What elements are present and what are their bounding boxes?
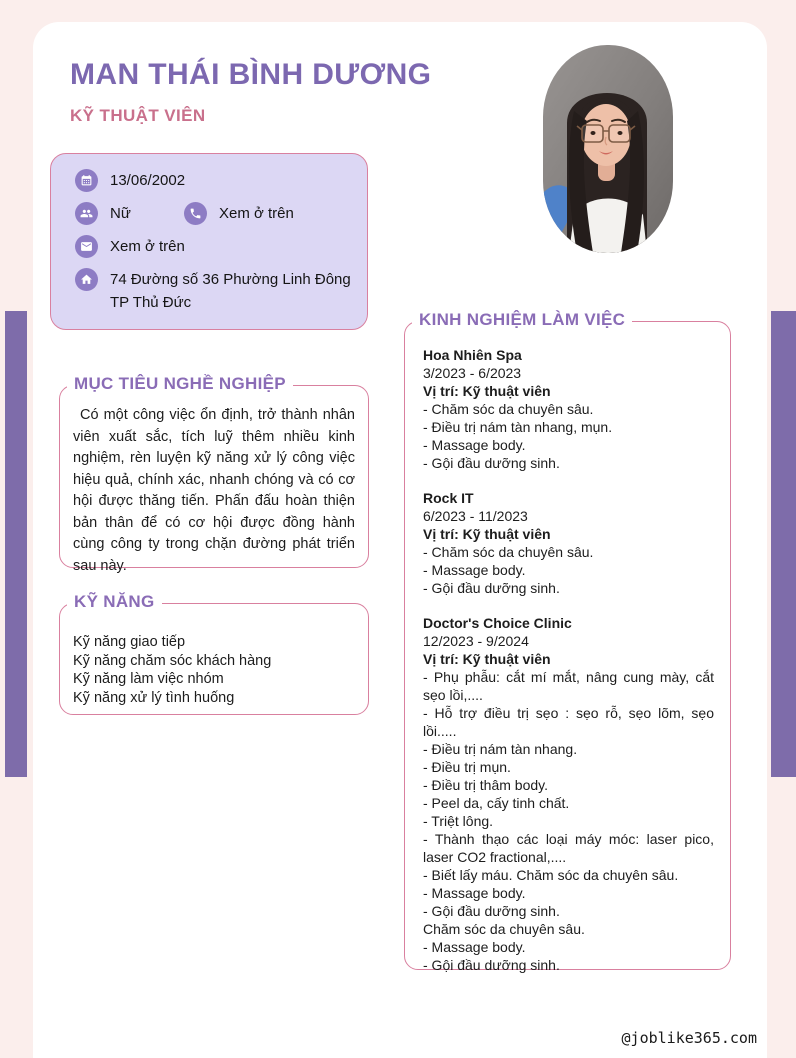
candidate-name: MAN THÁI BÌNH DƯƠNG [70, 58, 432, 91]
experience-section [404, 310, 731, 973]
job-duties [423, 543, 714, 597]
contact-row-email [75, 235, 351, 258]
job-period: 3/2023 - 6/2023 [423, 365, 522, 381]
job-duty: - Thành thạo các loại máy móc: laser pico, laser CO2 fractional,.... [423, 831, 714, 865]
job-position: Vị trí: Kỹ thuật viên [423, 526, 551, 542]
skills-section [59, 592, 369, 715]
job-position: Vị trí: Kỹ thuật viên [423, 383, 551, 399]
job-duty: Chăm sóc da chuyên sâu. [423, 921, 585, 937]
job-entry [423, 614, 714, 974]
job-list [423, 346, 714, 974]
job-duty: - Điều trị mụn. [423, 759, 511, 775]
watermark-joblike365: @joblike365.com [621, 1029, 757, 1047]
experience-heading: KINH NGHIỆM LÀM VIỆC [412, 310, 632, 330]
skill-item: Kỹ năng làm việc nhóm [73, 671, 224, 687]
job-company: Doctor's Choice Clinic [423, 615, 572, 631]
right-accent-bar [771, 311, 796, 777]
job-duty: - Peel da, cấy tinh chất. [423, 795, 570, 811]
job-duty: - Điều trị nám tàn nhang. [423, 741, 578, 757]
job-duty: - Triệt lông. [423, 813, 494, 829]
job-company: Hoa Nhiên Spa [423, 347, 522, 363]
phone-icon [184, 202, 207, 225]
address-line-1: 74 Đường số 36 Phường Linh Đông [110, 271, 351, 288]
contact-row-dob [75, 169, 351, 192]
job-duty: - Massage body. [423, 437, 526, 453]
job-position: Vị trí: Kỹ thuật viên [423, 651, 551, 667]
job-duties [423, 668, 714, 974]
email-value: Xem ở trên [110, 238, 185, 255]
objective-text: Có một công việc ổn định, trở thành nhân viên xuất sắc, tích luỹ thêm nhiều kinh nghiệm, rèn luyện kỹ năng xử lý công việc hiệu quả, chính xác, nhanh chóng và có cơ hội được thăng tiến. Phấn đấu hoàn thiện bản thân để có cơ hội được đồng hành cùng công ty trong chặn đường phát triển sau này. [73, 407, 355, 574]
job-duty: - Gội đầu dưỡng sinh. [423, 580, 560, 596]
job-duty: - Massage body. [423, 939, 526, 955]
job-company: Rock IT [423, 490, 474, 506]
email-icon [75, 235, 98, 258]
gender-value: Nữ [110, 205, 131, 222]
phone-value: Xem ở trên [219, 205, 294, 222]
job-duty: - Massage body. [423, 562, 526, 578]
home-icon [75, 268, 98, 291]
skill-list [73, 633, 355, 707]
job-duty: - Chăm sóc da chuyên sâu. [423, 544, 594, 560]
address-value [110, 268, 351, 314]
skill-item: Kỹ năng xử lý tình huống [73, 689, 235, 706]
job-duty: - Hỗ trợ điều trị sẹo : sẹo rỗ, sẹo lõm, sẹo lồi..... [423, 705, 714, 739]
objective-heading: MỤC TIÊU NGHỀ NGHIỆP [67, 374, 293, 394]
profile-photo [543, 45, 673, 253]
job-entry [423, 489, 714, 597]
job-duties [423, 400, 714, 472]
contact-row-gender-phone [75, 202, 351, 225]
calendar-icon [75, 169, 98, 192]
profile-photo-illustration [543, 45, 673, 253]
job-duty: - Chăm sóc da chuyên sâu. [423, 401, 594, 417]
job-duty: - Điều trị nám tàn nhang, mụn. [423, 419, 613, 435]
dob-value: 13/06/2002 [110, 172, 186, 189]
objective-section [59, 374, 369, 574]
skill-item: Kỹ năng giao tiếp [73, 634, 186, 650]
contact-row-address [75, 268, 351, 314]
job-duty: - Gội đầu dưỡng sinh. [423, 957, 560, 973]
job-entry [423, 346, 714, 472]
cv-card [33, 22, 767, 1058]
job-period: 12/2023 - 9/2024 [423, 633, 529, 649]
skill-item: Kỹ năng chăm sóc khách hàng [73, 652, 272, 669]
job-duty: - Gội đầu dưỡng sinh. [423, 455, 560, 471]
skills-heading: KỸ NĂNG [67, 592, 162, 612]
job-duty: - Phụ phẫu: cắt mí mắt, nâng cung mày, cắt sẹo lồi,.... [423, 669, 714, 703]
job-duty: - Biết lấy máu. Chăm sóc da chuyên sâu. [423, 867, 679, 883]
gender-icon [75, 202, 98, 225]
job-duty: - Gội đầu dưỡng sinh. [423, 903, 560, 919]
job-duty: - Massage body. [423, 885, 526, 901]
candidate-job-title: KỸ THUẬT VIÊN [70, 106, 206, 125]
address-line-2: TP Thủ Đức [110, 294, 192, 311]
job-period: 6/2023 - 11/2023 [423, 508, 528, 524]
job-duty: - Điều trị thâm body. [423, 777, 549, 793]
contact-info-box [50, 153, 368, 330]
left-accent-bar [5, 311, 27, 777]
